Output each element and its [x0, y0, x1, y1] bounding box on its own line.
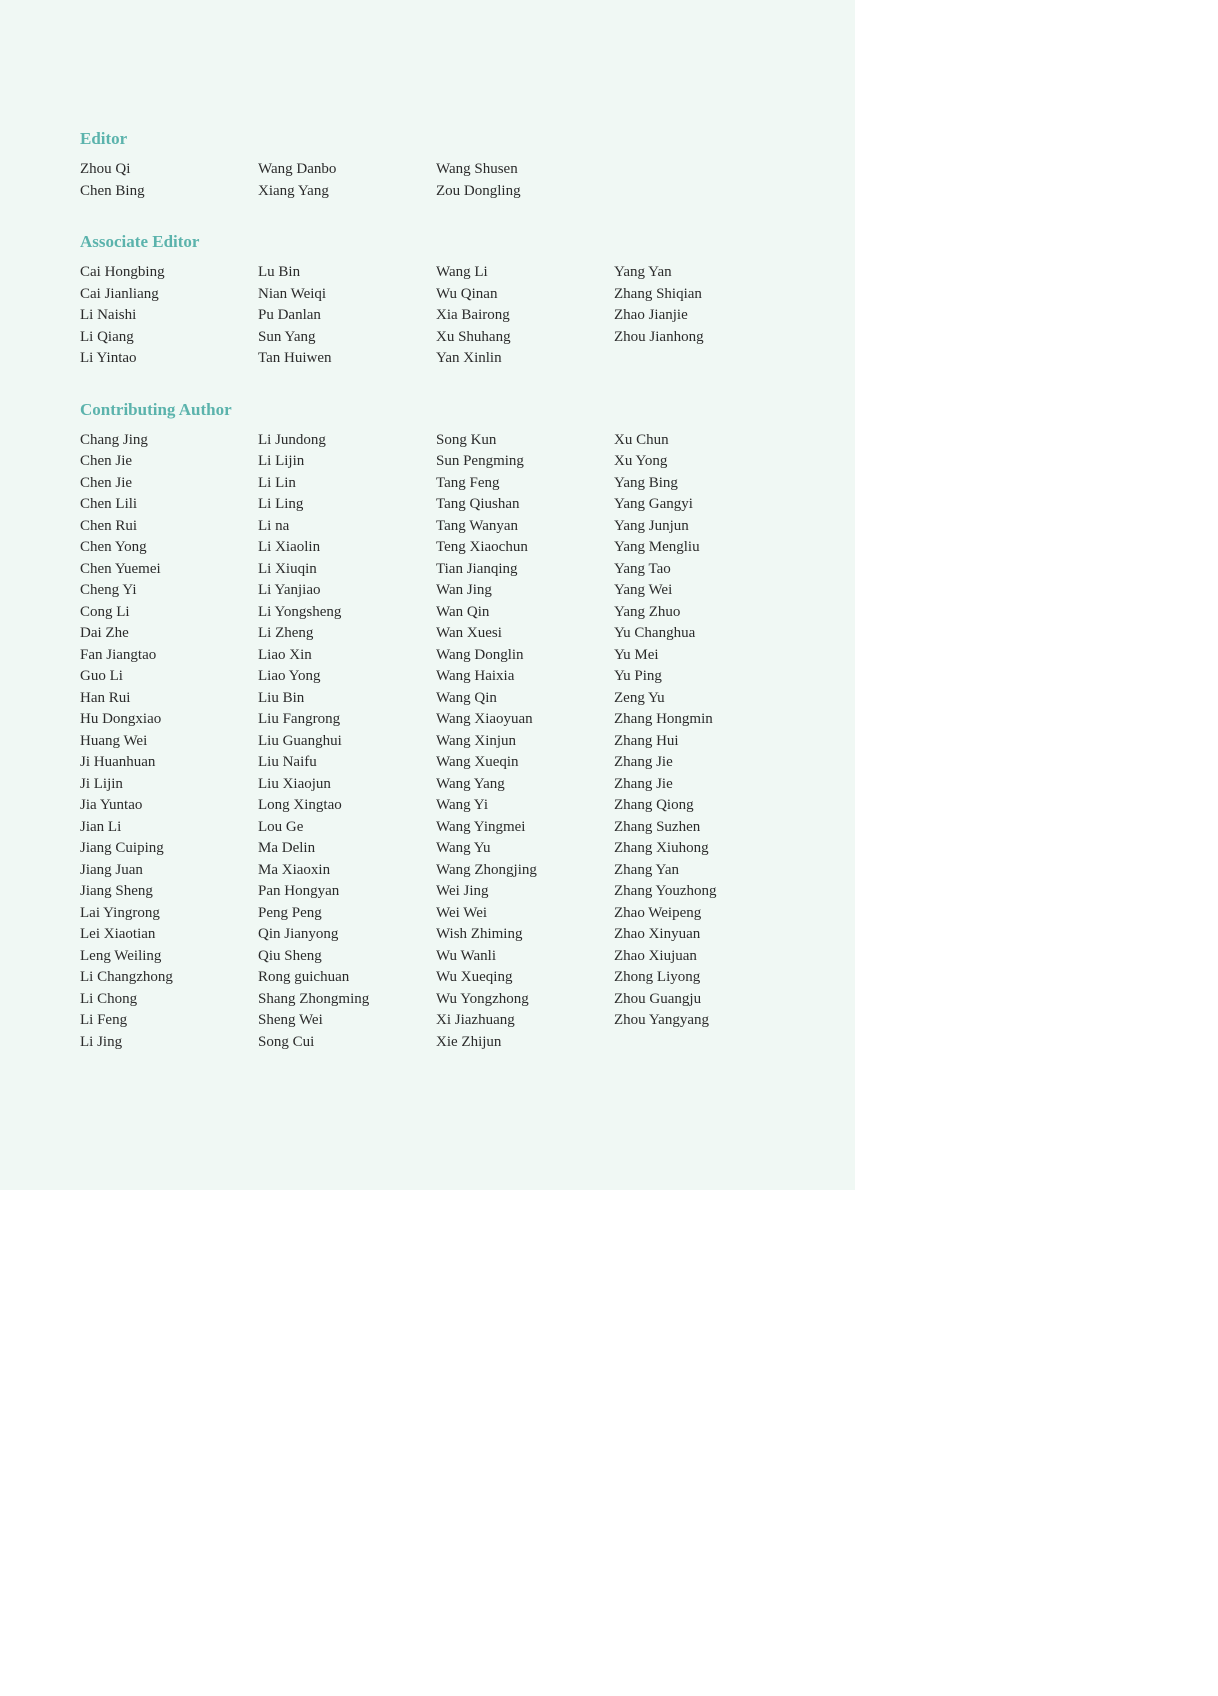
person-name: Lou Ge — [258, 818, 304, 835]
person-name: Wang Xinjun — [436, 732, 517, 749]
person-name: Jiang Cuiping — [80, 840, 164, 856]
person-name: Song Cui — [258, 1033, 315, 1050]
person-name: Jiang Sheng — [80, 883, 153, 899]
person-name: Zhang Hui — [614, 732, 679, 749]
person-name: Tan Huiwen — [258, 350, 332, 366]
person-name: Zhou Qi — [80, 161, 131, 177]
contributors-list — [80, 127, 840, 1053]
person-name: Cai Hongbing — [80, 264, 165, 280]
person-name: Zhou Yangyang — [614, 1012, 710, 1028]
person-name: Yang Junjun — [614, 517, 689, 534]
person-name: Lei Xiaotian — [80, 926, 156, 942]
person-name: Li Xiuqin — [258, 560, 317, 577]
person-name: Wang Yi — [436, 797, 488, 813]
person-name: Zhang Xiuhong — [614, 840, 709, 856]
person-name: Zhang Suzhen — [614, 818, 701, 835]
person-name: Long Xingtao — [258, 797, 342, 813]
person-name: Qin Jianyong — [258, 926, 339, 942]
person-name: Xia Bairong — [436, 307, 510, 323]
person-name: Liu Fangrong — [258, 711, 341, 727]
person-name: Wish Zhiming — [436, 926, 523, 942]
person-name: Dai Zhe — [80, 625, 129, 641]
person-name: Leng Weiling — [80, 947, 162, 964]
person-name: Zhang Jie — [614, 754, 673, 770]
person-name: Qiu Sheng — [258, 947, 322, 964]
person-name: Jiang Juan — [80, 861, 143, 878]
person-name: Li Lin — [258, 474, 296, 491]
person-name: Wang Yingmei — [436, 818, 526, 835]
person-name: Ma Delin — [258, 840, 316, 856]
person-name: Yan Xinlin — [436, 350, 502, 366]
person-name: Sheng Wei — [258, 1012, 323, 1028]
person-name: Sun Yang — [258, 328, 316, 345]
person-name: Tang Qiushan — [436, 496, 520, 512]
person-name: Cheng Yi — [80, 582, 137, 598]
person-name: Wang Qin — [436, 689, 497, 706]
person-name: Wang Xueqin — [436, 754, 519, 770]
contributing-author-section — [80, 398, 840, 1054]
person-name: Huang Wei — [80, 732, 148, 749]
person-name: Zhang Qiong — [614, 797, 694, 813]
person-name: Li Lijin — [258, 453, 305, 469]
person-name: Chen Bing — [80, 182, 145, 199]
person-name: Wei Wei — [436, 904, 488, 921]
section-title-editor: Editor — [80, 129, 128, 148]
person-name: Li Ling — [258, 496, 304, 512]
person-name: Guo Li — [80, 668, 123, 684]
person-name: Wang Yang — [436, 775, 505, 792]
person-name: Ji Lijin — [80, 775, 123, 792]
person-name: Xie Zhijun — [436, 1033, 502, 1050]
person-name: Chen Rui — [80, 517, 138, 534]
person-name: Zhou Jianhong — [614, 328, 704, 345]
person-name: Zhao Xiujuan — [614, 947, 697, 964]
person-name: Li Jing — [80, 1033, 123, 1050]
person-name: Wu Qinan — [436, 285, 498, 302]
person-name: Liu Guanghui — [258, 732, 342, 749]
person-name: Li Yongsheng — [258, 603, 342, 620]
person-name: Tang Wanyan — [436, 517, 519, 534]
person-name: Zhao Weipeng — [614, 904, 702, 921]
person-name: Chen Yuemei — [80, 560, 161, 577]
person-name: Wang Haixia — [436, 668, 515, 684]
person-name: Fan Jiangtao — [80, 646, 157, 663]
person-name: Li Chong — [80, 990, 138, 1007]
person-name: Chang Jing — [80, 431, 148, 448]
person-name: Li na — [258, 517, 290, 534]
person-name: Cong Li — [80, 603, 130, 620]
person-name: Zou Dongling — [436, 182, 521, 199]
person-name: Wang Shusen — [436, 161, 518, 177]
person-name: Wang Donglin — [436, 646, 524, 663]
person-name: Jia Yuntao — [80, 797, 143, 813]
person-name: Jian Li — [80, 818, 122, 835]
person-name: Wan Xuesi — [436, 625, 502, 641]
person-name: Wang Xiaoyuan — [436, 711, 533, 727]
contributing-author-names — [80, 430, 840, 1054]
person-name: Zhang Hongmin — [614, 711, 713, 727]
person-name: Li Jundong — [258, 431, 326, 448]
associate-editor-names — [80, 262, 840, 370]
person-name: Lu Bin — [258, 264, 301, 280]
person-name: Rong guichuan — [258, 969, 350, 985]
person-name: Li Naishi — [80, 307, 137, 323]
person-name: Liao Xin — [258, 646, 312, 663]
person-name: Ma Xiaoxin — [258, 861, 331, 878]
person-name: Cai Jianliang — [80, 285, 159, 302]
person-name: Chen Lili — [80, 496, 138, 512]
person-name: Liu Bin — [258, 689, 305, 706]
person-name: Xi Jiazhuang — [436, 1012, 515, 1028]
person-name: Tian Jianqing — [436, 560, 518, 577]
person-name: Zhou Guangju — [614, 990, 702, 1007]
person-name: Wang Yu — [436, 840, 491, 856]
person-name: Zhong Liyong — [614, 969, 701, 985]
person-name: Pan Hongyan — [258, 883, 340, 899]
person-name: Chen Jie — [80, 453, 133, 469]
person-name: Li Yanjiao — [258, 582, 321, 598]
person-name: Zhao Jianjie — [614, 307, 688, 323]
person-name: Wu Xueqing — [436, 969, 513, 985]
page — [0, 0, 855, 1190]
person-name: Wang Zhongjing — [436, 861, 537, 878]
person-name: Han Rui — [80, 689, 131, 706]
person-name: Li Feng — [80, 1012, 128, 1028]
person-name: Xu Yong — [614, 453, 668, 469]
editor-section — [80, 127, 840, 202]
person-name: Xu Shuhang — [436, 328, 511, 345]
person-name: Shang Zhongming — [258, 990, 370, 1007]
person-name: Li Xiaolin — [258, 539, 321, 555]
person-name: Yang Zhuo — [614, 603, 681, 620]
associate-editor-section — [80, 230, 840, 370]
person-name: Yang Bing — [614, 474, 678, 491]
person-name: Teng Xiaochun — [436, 539, 528, 555]
person-name: Zhang Yan — [614, 861, 680, 878]
section-title-associate-editor: Associate Editor — [80, 232, 200, 251]
person-name: Wu Yongzhong — [436, 990, 529, 1007]
person-name: Yang Wei — [614, 582, 673, 598]
person-name: Liu Naifu — [258, 754, 317, 770]
person-name: Peng Peng — [258, 904, 322, 921]
person-name: Lai Yingrong — [80, 904, 160, 921]
person-name: Yang Yan — [614, 264, 672, 280]
person-name: Nian Weiqi — [258, 285, 327, 302]
person-name: Chen Yong — [80, 539, 147, 555]
person-name: Wang Danbo — [258, 161, 337, 177]
person-name: Wang Li — [436, 264, 488, 280]
person-name: Sun Pengming — [436, 453, 524, 469]
person-name: Zeng Yu — [614, 689, 665, 706]
person-name: Yang Gangyi — [614, 496, 693, 512]
person-name: Yu Mei — [614, 646, 659, 663]
person-name: Li Yintao — [80, 350, 137, 366]
editor-names — [80, 159, 840, 202]
person-name: Liu Xiaojun — [258, 775, 331, 792]
person-name: Hu Dongxiao — [80, 711, 162, 727]
person-name: Pu Danlan — [258, 307, 321, 323]
person-name: Zhao Xinyuan — [614, 926, 701, 942]
person-name: Yang Mengliu — [614, 539, 700, 555]
person-name: Zhang Shiqian — [614, 285, 702, 302]
person-name: Song Kun — [436, 431, 497, 448]
person-name: Li Zheng — [258, 625, 314, 641]
person-name: Wan Jing — [436, 582, 492, 598]
person-name: Yu Ping — [614, 668, 662, 684]
person-name: Liao Yong — [258, 668, 321, 684]
person-name: Zhang Youzhong — [614, 883, 717, 899]
person-name: Wei Jing — [436, 883, 489, 899]
section-title-contributing-author: Contributing Author — [80, 399, 232, 419]
person-name: Zhang Jie — [614, 775, 673, 792]
person-name: Wan Qin — [436, 603, 490, 620]
person-name: Tang Feng — [436, 474, 500, 491]
person-name: Ji Huanhuan — [80, 754, 156, 770]
person-name: Chen Jie — [80, 474, 133, 491]
person-name: Li Changzhong — [80, 969, 173, 985]
person-name: Yang Tao — [614, 560, 671, 577]
person-name: Xiang Yang — [258, 182, 329, 199]
person-name: Li Qiang — [80, 328, 134, 345]
person-name: Yu Changhua — [614, 625, 696, 641]
person-name: Xu Chun — [614, 431, 669, 448]
person-name: Wu Wanli — [436, 947, 496, 964]
